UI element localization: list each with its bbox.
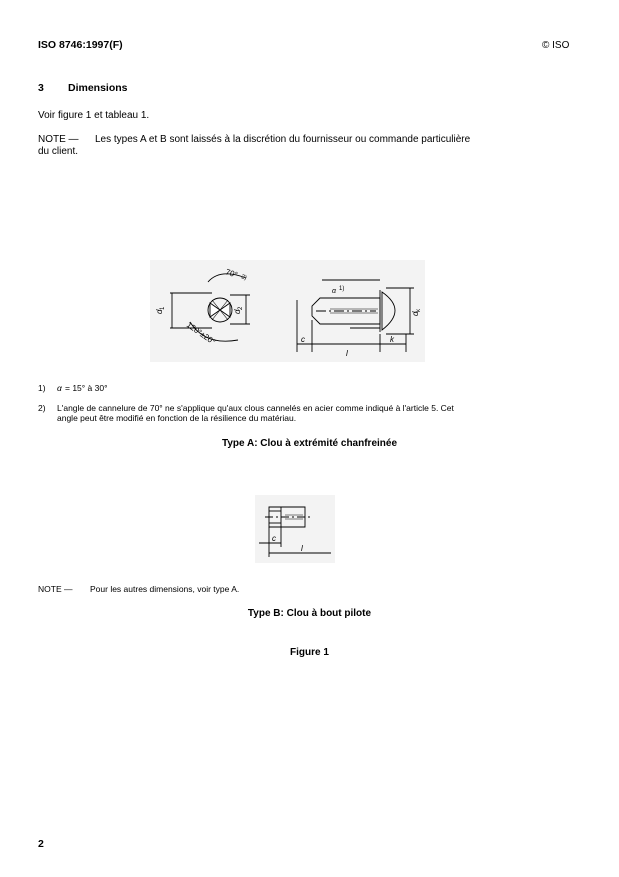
angle-70-ref: 2) — [240, 274, 248, 282]
note2-label: NOTE — — [38, 584, 73, 594]
dk-subscript: k — [416, 309, 422, 312]
d2-label: d — [233, 309, 242, 314]
note-text-line2: du client. — [38, 146, 79, 157]
note2-text: Pour les autres dimensions, voir type A. — [90, 584, 240, 594]
figure-type-b — [255, 495, 335, 563]
d1-label: d — [155, 309, 164, 314]
angle-70-label: 70° — [224, 267, 239, 280]
l-label-b: l — [301, 544, 303, 553]
footnote-1-number: 1) — [38, 383, 46, 393]
caption-type-a: Type A: Clou à extrémité chanfreinée — [221, 438, 398, 449]
document-id: ISO 8746:1997(F) — [38, 39, 123, 51]
section-number: 3 — [38, 82, 44, 94]
c-label: c — [301, 335, 305, 344]
dk-label: d — [411, 311, 420, 316]
section-title: Dimensions — [68, 82, 128, 94]
note-label: NOTE — — [38, 134, 79, 145]
page-number: 2 — [38, 838, 44, 850]
caption-type-b: Type B: Clou à bout pilote — [247, 608, 372, 619]
note-text-line1: Les types A et B sont laissés à la discrétion du fournisseur ou commande particulière — [95, 134, 471, 145]
c-label-b: c — [272, 534, 276, 543]
alpha-label: α — [332, 288, 336, 295]
footnote-2-line2: angle peut être modifié en fonction de la résilience du matériau. — [57, 413, 297, 423]
d1-subscript: 1 — [160, 306, 166, 310]
alpha-ref: 1) — [339, 286, 345, 292]
footnote-1-text: = 15° à 30° — [65, 383, 108, 393]
copyright: © ISO — [542, 40, 570, 51]
footnote-2-number: 2) — [38, 403, 46, 413]
figure-caption: Figure 1 — [290, 647, 329, 658]
footnote-2-line1: L'angle de cannelure de 70° ne s'applique qu'aux clous cannelés en acier comme indiqué à l'article 5. Cet — [57, 403, 454, 413]
angle-120-label: 120°±20° — [184, 320, 218, 347]
footnote-1-symbol: α — [57, 383, 62, 393]
l-label: l — [346, 349, 348, 358]
figure-type-a — [150, 260, 425, 362]
k-label: k — [390, 335, 394, 344]
intro-text: Voir figure 1 et tableau 1. — [38, 110, 150, 121]
d2-subscript: 2 — [238, 306, 244, 310]
